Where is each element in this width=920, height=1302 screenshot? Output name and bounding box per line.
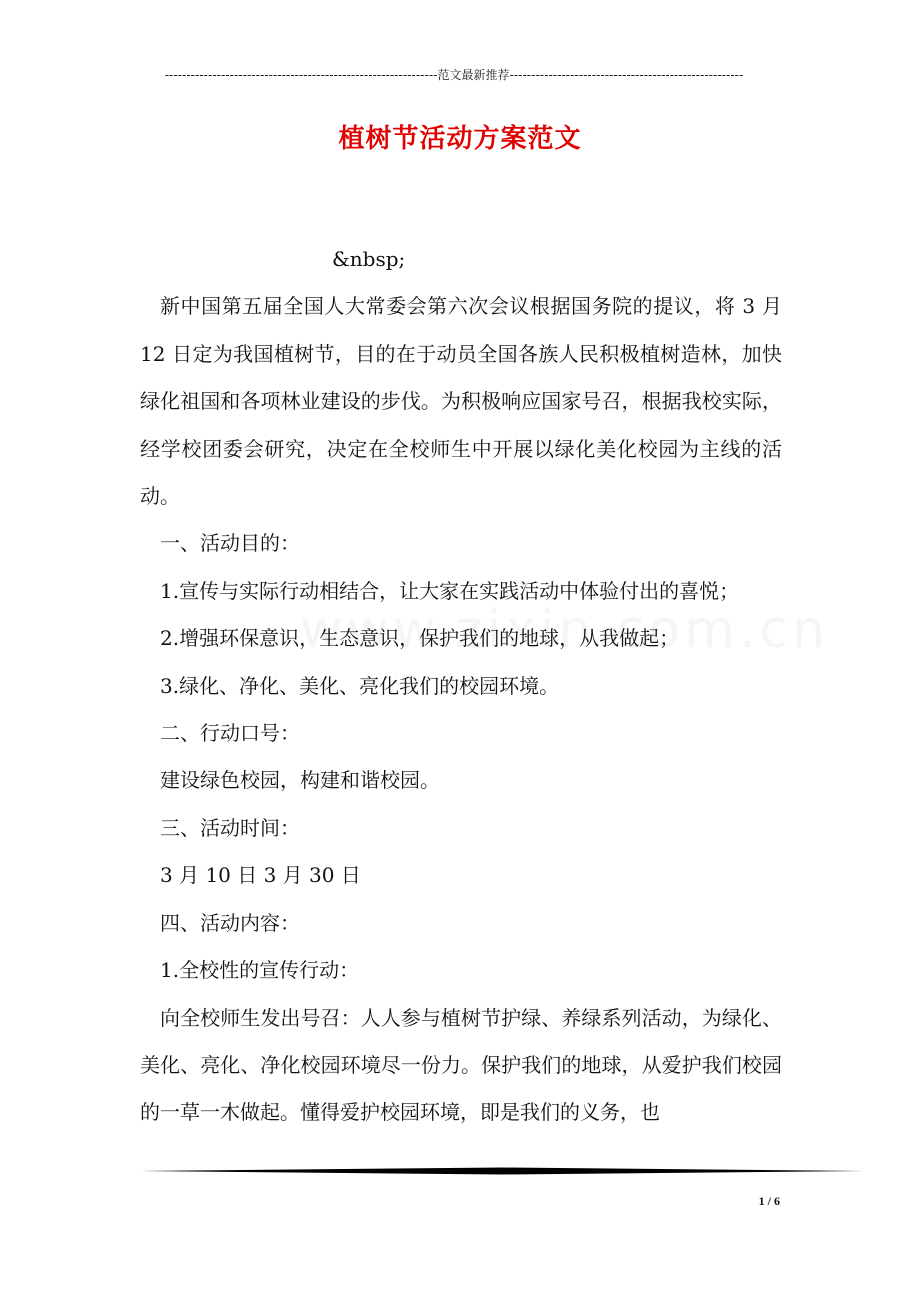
document-body	[140, 236, 782, 1137]
list-item: 3.绿化、净化、美化、亮化我们的校园环境。	[160, 673, 560, 698]
paragraph-intro: 新中国第五届全国人大常委会第六次会议根据国务院的提议，将 3 月 12 日定为我国植树节，目的在于动员全国各族人民积极植树造林，加快绿化祖国和各项林业建设的步伐。为积极响应国家号召，根据我校实际，经学校团委会研究，决定在全校师生中开展以绿化美化校园为主线的活动。	[140, 294, 782, 509]
subsection-heading: 1.全校性的宣传行动：	[160, 958, 360, 983]
document-title: 植树节活动方案范文	[338, 124, 582, 154]
footer-rule	[140, 1166, 864, 1176]
section-heading-time: 三、活动时间：	[160, 815, 300, 840]
time-text: 3 月 10 日 3 月 30 日	[160, 863, 361, 888]
section-heading-content: 四、活动内容：	[160, 910, 300, 935]
section-heading-slogan: 二、行动口号：	[160, 721, 300, 746]
list-item: 1.宣传与实际行动相结合，让大家在实践活动中体验付出的喜悦；	[160, 578, 740, 603]
list-item: 2.增强环保意识，生态意识，保护我们的地球，从我做起；	[160, 626, 680, 651]
paragraph-body: 向全校师生发出号召：人人参与植树节护绿、养绿系列活动，为绿化、美化、亮化、净化校园环境尽一份力。保护我们的地球，从爱护我们校园的一草一木做起。懂得爱护校园环境，即是我们的义务，也	[140, 1005, 782, 1125]
slogan-text: 建设绿色校园，构建和谐校园。	[160, 768, 440, 793]
paragraph-nbsp: &nbsp;	[332, 247, 406, 271]
section-heading-purpose: 一、活动目的：	[160, 531, 300, 556]
page-number: 1 / 6	[758, 1194, 780, 1208]
page-header: ---------------------------------------------------------------范文最新推荐------------------------------------------------------	[164, 68, 744, 82]
